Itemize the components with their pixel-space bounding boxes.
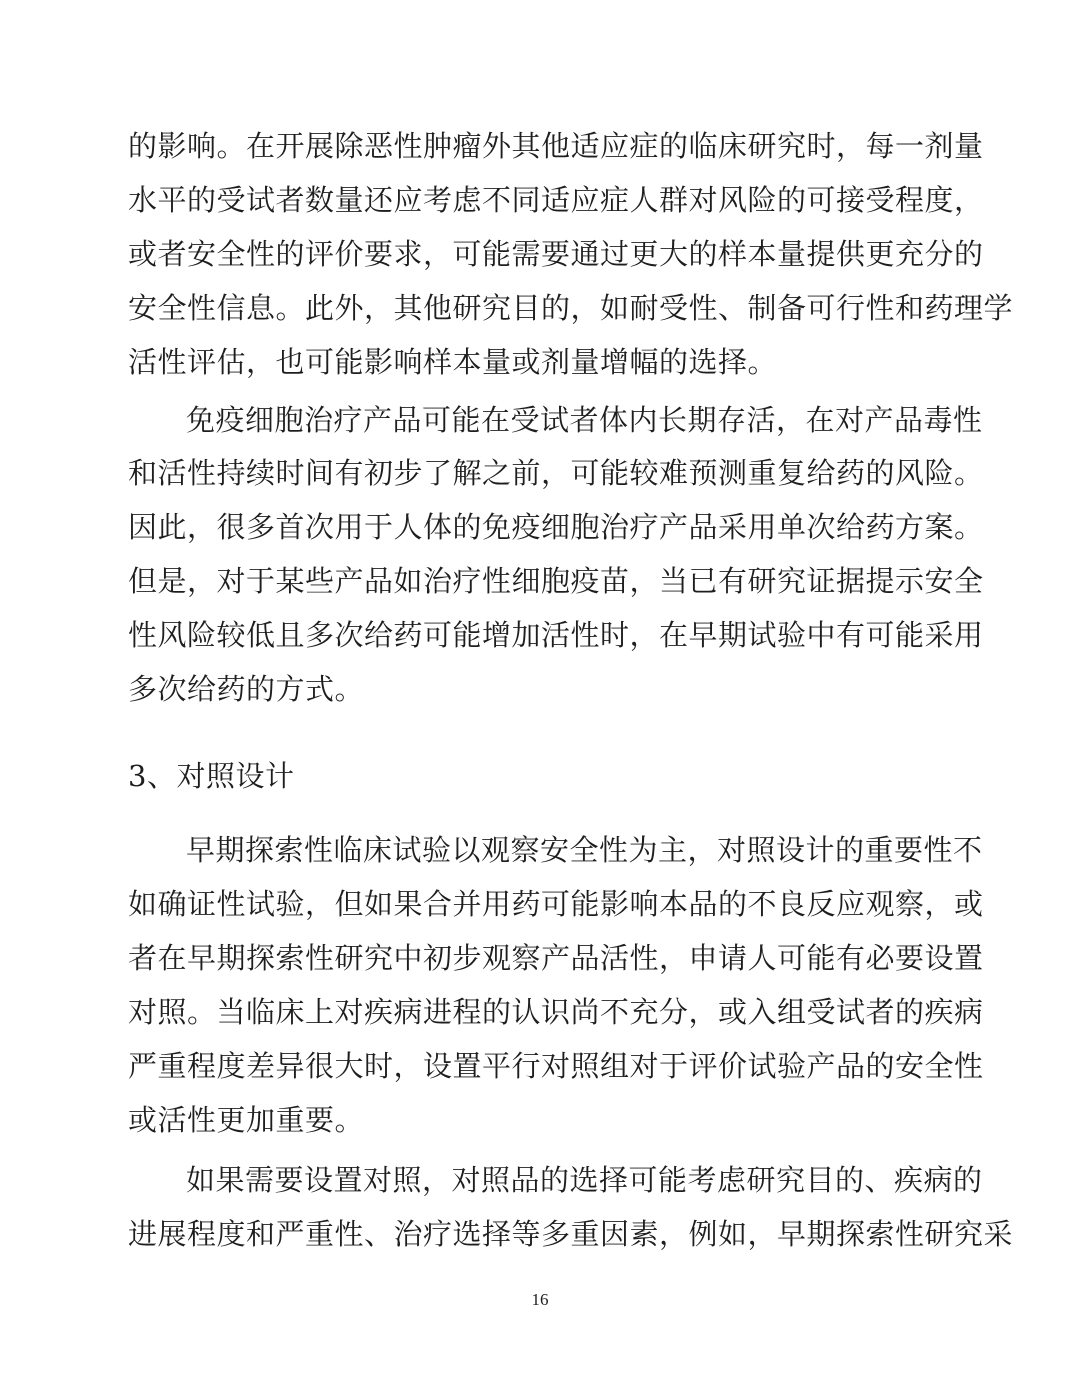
paragraph-2-line-5: 性风险较低且多次给药可能增加活性时，在早期试验中有可能采用 [128,618,984,652]
paragraph-2-line-2: 和活性持续时间有初步了解之前，可能较难预测重复给药的风险。 [128,456,984,490]
paragraph-1-line-5: 活性评估，也可能影响样本量或剂量增幅的选择。 [128,345,778,379]
page-number: 16 [531,1290,549,1309]
paragraph-1-line-3: 或者安全性的评价要求，可能需要通过更大的样本量提供更充分的 [128,237,984,271]
paragraph-3-line-1: 早期探索性临床试验以观察安全性为主，对照设计的重要性不 [186,833,983,867]
paragraph-3-line-2: 如确证性试验，但如果合并用药可能影响本品的不良反应观察，或 [128,887,984,921]
paragraph-3-line-4: 对照。当临床上对疾病进程的认识尚不充分，或入组受试者的疾病 [128,995,984,1029]
paragraph-2-line-1: 免疫细胞治疗产品可能在受试者体内长期存活，在对产品毒性 [186,403,983,437]
paragraph-1-line-4: 安全性信息。此外，其他研究目的，如耐受性、制备可行性和药理学 [128,291,1014,325]
paragraph-1-line-1: 的影响。在开展除恶性肿瘤外其他适应症的临床研究时，每一剂量 [128,129,984,163]
paragraph-3-line-5: 严重程度差异很大时，设置平行对照组对于评价试验产品的安全性 [128,1049,984,1083]
paragraph-2-line-3: 因此，很多首次用于人体的免疫细胞治疗产品采用单次给药方案。 [128,510,984,544]
paragraph-1-line-2: 水平的受试者数量还应考虑不同适应症人群对风险的可接受程度， [128,183,984,217]
paragraph-2-line-6: 多次给药的方式。 [128,672,365,706]
paragraph-4-line-2: 进展程度和严重性、治疗选择等多重因素，例如，早期探索性研究采 [128,1217,1014,1251]
paragraph-3-line-3: 者在早期探索性研究中初步观察产品活性，申请人可能有必要设置 [128,941,984,975]
paragraph-4-line-1: 如果需要设置对照，对照品的选择可能考虑研究目的、疾病的 [186,1163,983,1197]
paragraph-3-line-6: 或活性更加重要。 [128,1103,365,1137]
paragraph-2-line-4: 但是，对于某些产品如治疗性细胞疫苗，当已有研究证据提示安全 [128,564,984,598]
section-heading: 3、对照设计 [128,759,295,793]
